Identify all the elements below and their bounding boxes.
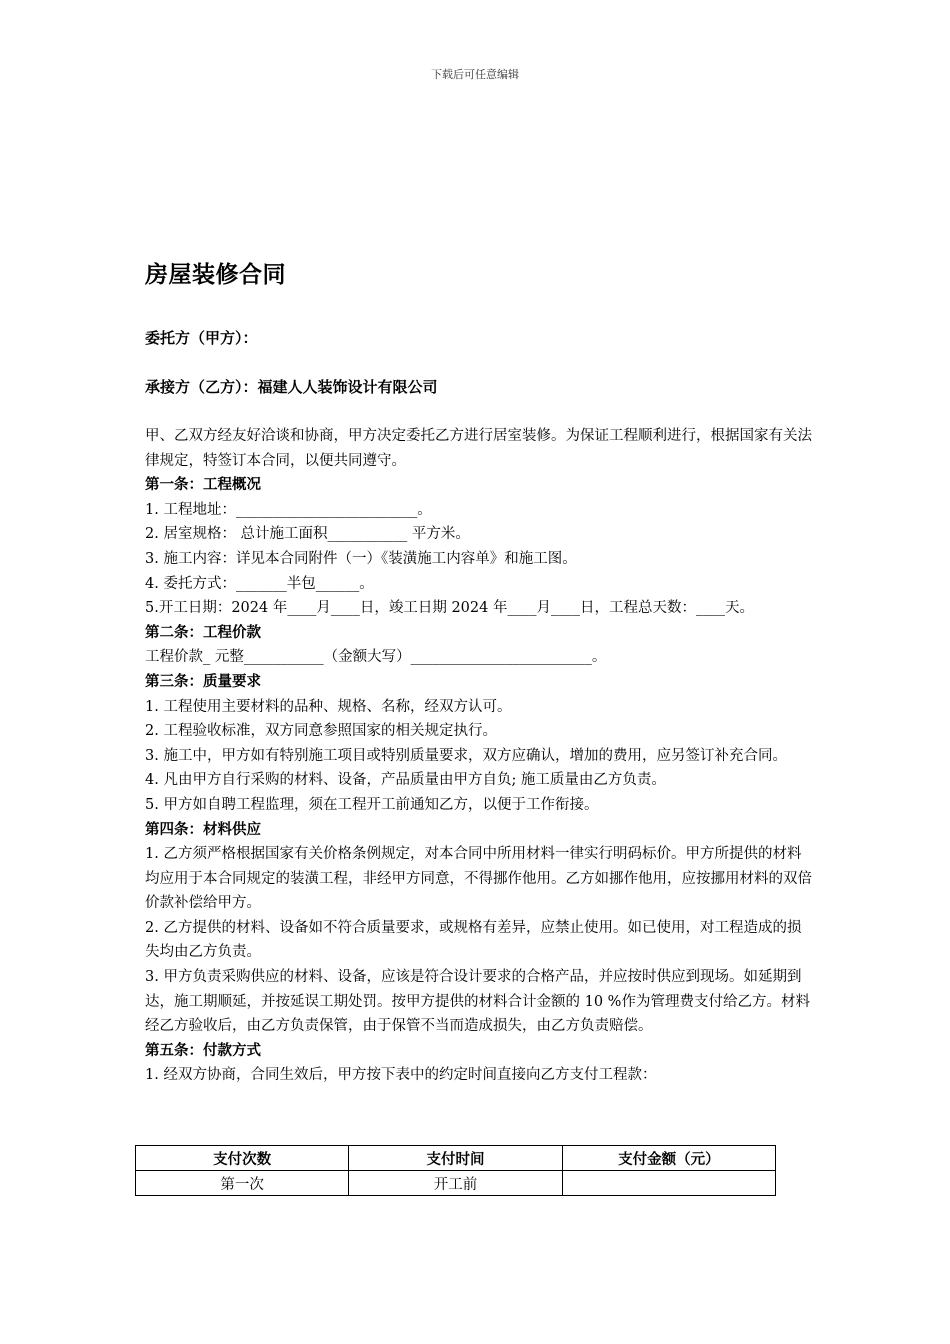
clause-line: 3. 甲方负责采购供应的材料、设备，应该是符合设计要求的合格产品，并应按时供应到现场。如延期到达，施工期顺延，并按延误工期处罚。按甲方提供的材料合计金额的 10 %作为管理费支付给乙方。材料经乙方验收后，由乙方负责保管，由于保管不当而造成损失，由乙方负责赔偿。 — [145, 969, 810, 1035]
table-header-row — [136, 1146, 776, 1171]
header-note: 下载后可任意编辑 — [431, 68, 519, 81]
column-header: 支付次数 — [136, 1146, 349, 1171]
document-title: 房屋装修合同 — [145, 262, 286, 288]
section-heading: 第五条：付款方式 — [145, 1042, 261, 1059]
clause-line: 5. 甲方如自聘工程监理，须在工程开工前通知乙方，以便于工作衔接。 — [145, 796, 599, 813]
clause-line: 2. 乙方提供的材料、设备如不符合质量要求，或规格有差异，应禁止使用。如已使用，对工程造成的损失均由乙方负责。 — [145, 919, 802, 961]
clause-line: 4. 凡由甲方自行采购的材料、设备，产品质量由甲方自负; 施工质量由乙方负责。 — [145, 772, 666, 789]
contract-body — [145, 424, 815, 1088]
clause-line: 3. 施工中，甲方如有特别施工项目或特别质量要求，双方应确认，增加的费用，应另签订补充合同。 — [145, 747, 787, 764]
payment-table — [135, 1145, 776, 1196]
section-heading: 第一条：工程概况 — [145, 477, 261, 494]
table-row — [136, 1171, 776, 1196]
clause-line: 4. 委托方式：_______半包______。 — [145, 575, 374, 592]
section-heading: 第二条：工程价款 — [145, 624, 261, 641]
party-b-line: 承接方（乙方）：福建人人装饰设计有限公司 — [145, 378, 438, 396]
clause-line: 3. 施工内容：详见本合同附件（一）《装潢施工内容单》和施工图。 — [145, 550, 577, 567]
section-heading: 第四条：材料供应 — [145, 821, 261, 838]
clause-line: 5.开工日期：2024 年____月____日，竣工日期 2024 年____月____日，工程总天数：____天。 — [145, 600, 754, 617]
clause-line: 1. 经双方协商，合同生效后，甲方按下表中的约定时间直接向乙方支付工程款： — [145, 1067, 657, 1084]
section-heading: 第三条：质量要求 — [145, 673, 261, 690]
clause-line: 2. 居室规格： 总计施工面积___________ 平方米。 — [145, 526, 470, 543]
intro-paragraph: 甲、乙双方经友好洽谈和协商，甲方决定委托乙方进行居室装修。为保证工程顺利进行，根据国家有关法律规定，特签订本合同，以便共同遵守。 — [145, 428, 812, 469]
column-header: 支付金额（元） — [562, 1146, 775, 1171]
clause-line: 工程价款_ 元整___________（金额大写）_________________________。 — [145, 649, 607, 666]
clause-line: 2. 工程验收标准，双方同意参照国家的相关规定执行。 — [145, 723, 497, 740]
clause-line: 1. 工程地址：_________________________。 — [145, 501, 432, 518]
column-header: 支付时间 — [349, 1146, 562, 1171]
clause-line: 1. 乙方须严格根据国家有关价格条例规定，对本合同中所用材料一律实行明码标价。甲方所提供的材料均应用于本合同规定的装潢工程，非经甲方同意，不得挪作他用。乙方如挪作他用，应按挪用材料的双倍价款补偿给甲方。 — [145, 846, 812, 912]
party-a-line: 委托方（甲方）： — [145, 329, 258, 347]
table-cell: 第一次 — [136, 1171, 349, 1196]
clause-line: 1. 工程使用主要材料的品种、规格、名称，经双方认可。 — [145, 698, 512, 715]
table-cell: 开工前 — [349, 1171, 562, 1196]
table-cell — [562, 1171, 775, 1196]
